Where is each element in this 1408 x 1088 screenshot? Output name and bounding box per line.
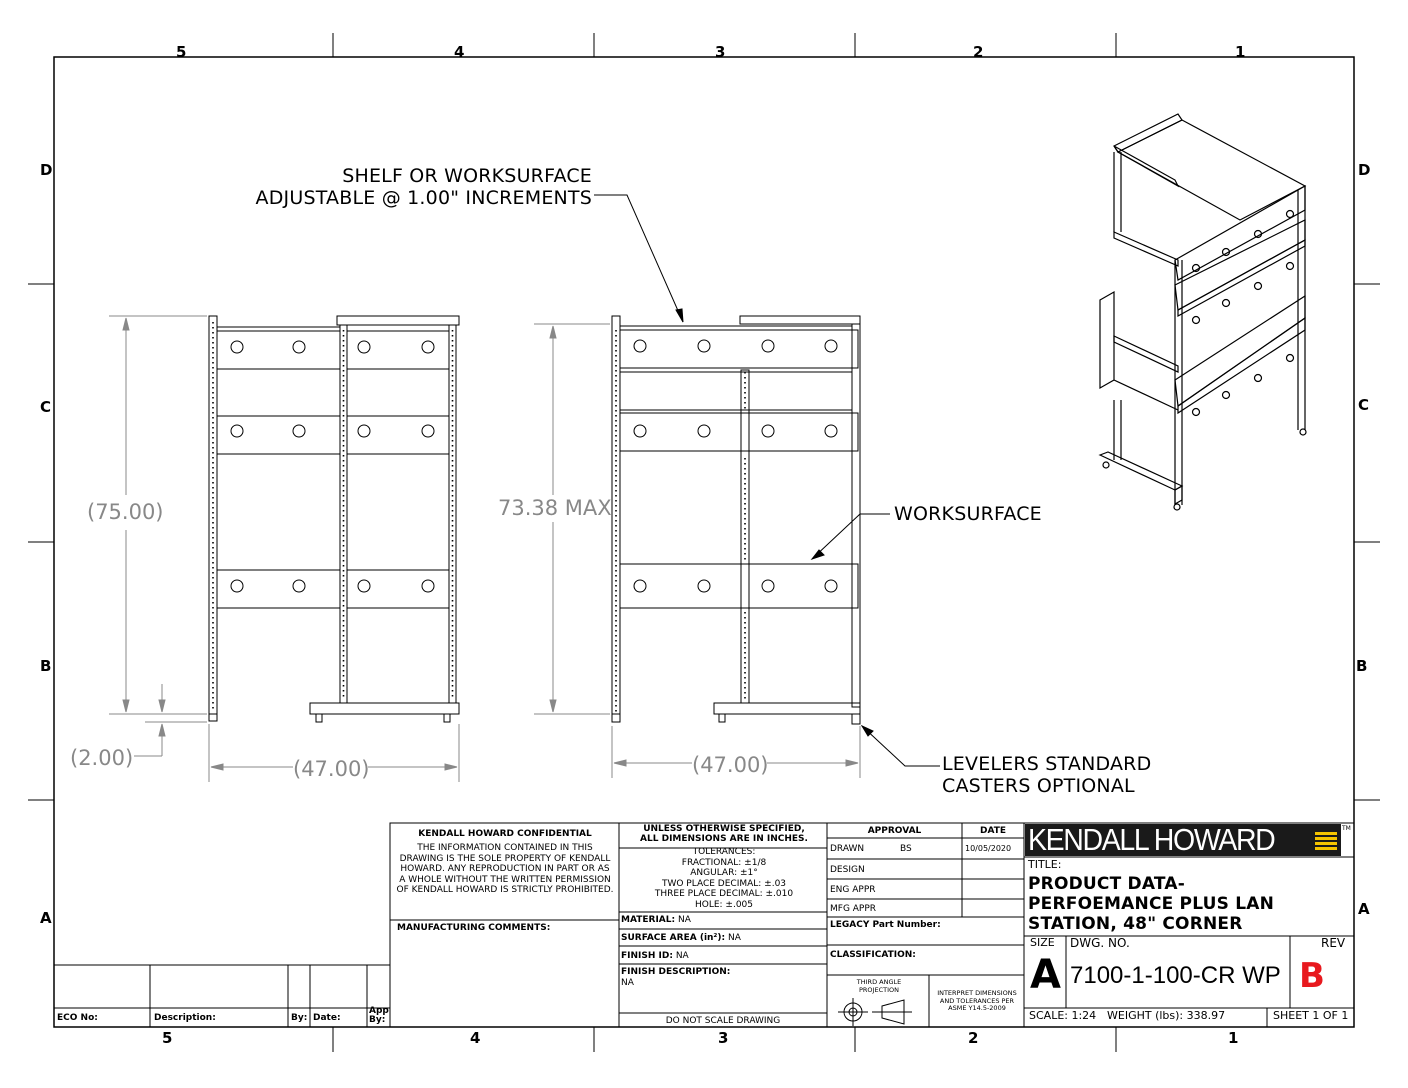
zone-row-b-left: B [40, 657, 52, 675]
dimension-lines [109, 316, 860, 782]
zone-col-4-bottom: 4 [470, 1029, 481, 1047]
description-label: Description: [154, 1013, 216, 1023]
zone-col-1-bottom: 1 [1228, 1029, 1239, 1047]
classification-label: CLASSIFICATION: [830, 950, 916, 960]
legacy-part-number: LEGACY Part Number: [830, 920, 941, 930]
date-label: Date: [313, 1013, 341, 1023]
width-left-dimension: (47.00) [293, 757, 370, 781]
logo-stripes-icon [1315, 832, 1337, 850]
size-value: A [1030, 952, 1061, 998]
tolerance-fractional: FRACTIONAL: ±1/8 [681, 857, 767, 868]
tolerance-two-place: TWO PLACE DECIMAL: ±.03 [661, 878, 787, 889]
title-label: TITLE: [1028, 858, 1062, 871]
confidential-title: KENDALL HOWARD CONFIDENTIAL [418, 829, 592, 839]
drawn-date: 10/05/2020 [965, 844, 1012, 853]
material-row [621, 915, 691, 926]
kendall-howard-logo [1025, 824, 1341, 856]
width-right-dimension: (47.00) [692, 753, 769, 777]
shelf-note [240, 165, 592, 209]
date-header: DATE [979, 826, 1007, 836]
zone-col-5-top: 5 [176, 43, 187, 61]
tolerance-header: TOLERANCES: [692, 847, 756, 857]
app-by-label: App By: [369, 1006, 389, 1025]
third-angle-projection: THIRD ANGLE PROJECTION [856, 978, 902, 994]
levelers-note-line1: LEVELERS STANDARD [942, 753, 1152, 775]
zone-row-d-right: D [1358, 161, 1371, 179]
scale: SCALE: 1:24 [1029, 1009, 1097, 1022]
shelf-note-line2: ADJUSTABLE @ 1.00" INCREMENTS [255, 187, 592, 209]
isometric-view [1100, 114, 1306, 510]
dwg-number-label: DWG. NO. [1070, 936, 1130, 950]
drawing-title [1028, 874, 1274, 934]
levelers-note-line2: CASTERS OPTIONAL [942, 775, 1135, 797]
zone-row-c-right: C [1358, 396, 1370, 414]
material-value: NA [677, 915, 691, 925]
tolerance-hole: HOLE: ±.005 [694, 899, 754, 910]
surface-area-value: NA [727, 933, 741, 943]
eng-appr-label: ENG APPR [830, 885, 876, 895]
do-not-scale: DO NOT SCALE DRAWING [665, 1016, 781, 1026]
zone-row-a-right: A [1358, 900, 1370, 918]
title-line-1: PRODUCT DATA- [1028, 874, 1185, 894]
trademark-mark: TM [1342, 825, 1351, 832]
front-view-right [612, 316, 860, 724]
drawn-label: DRAWN [830, 844, 865, 854]
approval-header: APPROVAL [867, 826, 922, 836]
zone-col-3-top: 3 [715, 43, 726, 61]
zone-col-1-top: 1 [1235, 43, 1246, 61]
height-reference-dimension: (75.00) [87, 500, 164, 524]
zone-row-c-left: C [40, 398, 52, 416]
zone-row-a-left: A [40, 909, 52, 927]
finish-id-value: NA [675, 951, 689, 961]
finish-id-label: FINISH ID: [621, 951, 673, 961]
interpret-dimensions: INTERPRET DIMENSIONS AND TOLERANCES PER ASME Y14.5-2009 [937, 989, 1017, 1012]
drawn-by: BS [900, 844, 912, 854]
height-max-dimension: 73.38 MAX [498, 496, 612, 520]
zone-col-4-top: 4 [454, 43, 465, 61]
size-label: SIZE [1030, 936, 1055, 949]
sheet-number: SHEET 1 OF 1 [1273, 1009, 1349, 1022]
finish-id-row [621, 951, 689, 962]
tolerance-three-place: THREE PLACE DECIMAL: ±.010 [654, 889, 794, 899]
material-label: MATERIAL: [621, 915, 676, 925]
zone-col-3-bottom: 3 [718, 1029, 729, 1047]
zone-row-b-right: B [1356, 657, 1368, 675]
zone-row-d-left: D [40, 161, 53, 179]
zone-col-2-top: 2 [973, 43, 984, 61]
surface-area-label: SURFACE AREA (in²): [621, 933, 726, 943]
tolerances [622, 847, 826, 910]
levelers-note [942, 753, 1151, 797]
zone-col-5-bottom: 5 [162, 1029, 173, 1047]
zone-col-2-bottom: 2 [968, 1029, 979, 1047]
worksurface-note: WORKSURFACE [894, 503, 1042, 525]
dwg-number-value: 7100-1-100-CR WP [1070, 962, 1281, 989]
mfg-appr-label: MFG APPR [830, 904, 877, 914]
front-view-left [209, 316, 459, 722]
unless-specified-header: UNLESS OTHERWISE SPECIFIED, ALL DIMENSIONS ARE IN INCHES. [640, 824, 808, 844]
weight: WEIGHT (lbs): 338.97 [1107, 1009, 1226, 1022]
tolerance-angular: ANGULAR: ±1° [690, 868, 758, 878]
surface-area-row [621, 933, 741, 944]
title-line-3: STATION, 48" CORNER [1028, 914, 1243, 934]
confidential-text: THE INFORMATION CONTAINED IN THIS DRAWING IS THE SOLE PROPERTY OF KENDALL HOWARD. ANY REPRODUCTION IN PART OR AS A WHOLE WITHOUT THE WRITTEN PERMISSION OF KENDALL HOWARD IS STRICTLY PROHIBITED. [396, 843, 614, 895]
eco-label: ECO No: [57, 1013, 98, 1023]
design-label: DESIGN [830, 865, 865, 875]
manufacturing-comments: MANUFACTURING COMMENTS: [397, 923, 551, 933]
title-line-2: PERFOEMANCE PLUS LAN [1028, 894, 1275, 914]
logo-wordmark: KENDALL HOWARD [1028, 822, 1275, 857]
by-label: By: [291, 1013, 308, 1023]
foot-reference-dimension: (2.00) [70, 746, 134, 770]
rev-label: REV [1321, 936, 1346, 950]
rev-value: B [1299, 956, 1325, 996]
finish-description-label: FINISH DESCRIPTION: [621, 967, 731, 977]
finish-description-value: NA [621, 978, 634, 988]
shelf-note-line1: SHELF OR WORKSURFACE [342, 165, 592, 187]
